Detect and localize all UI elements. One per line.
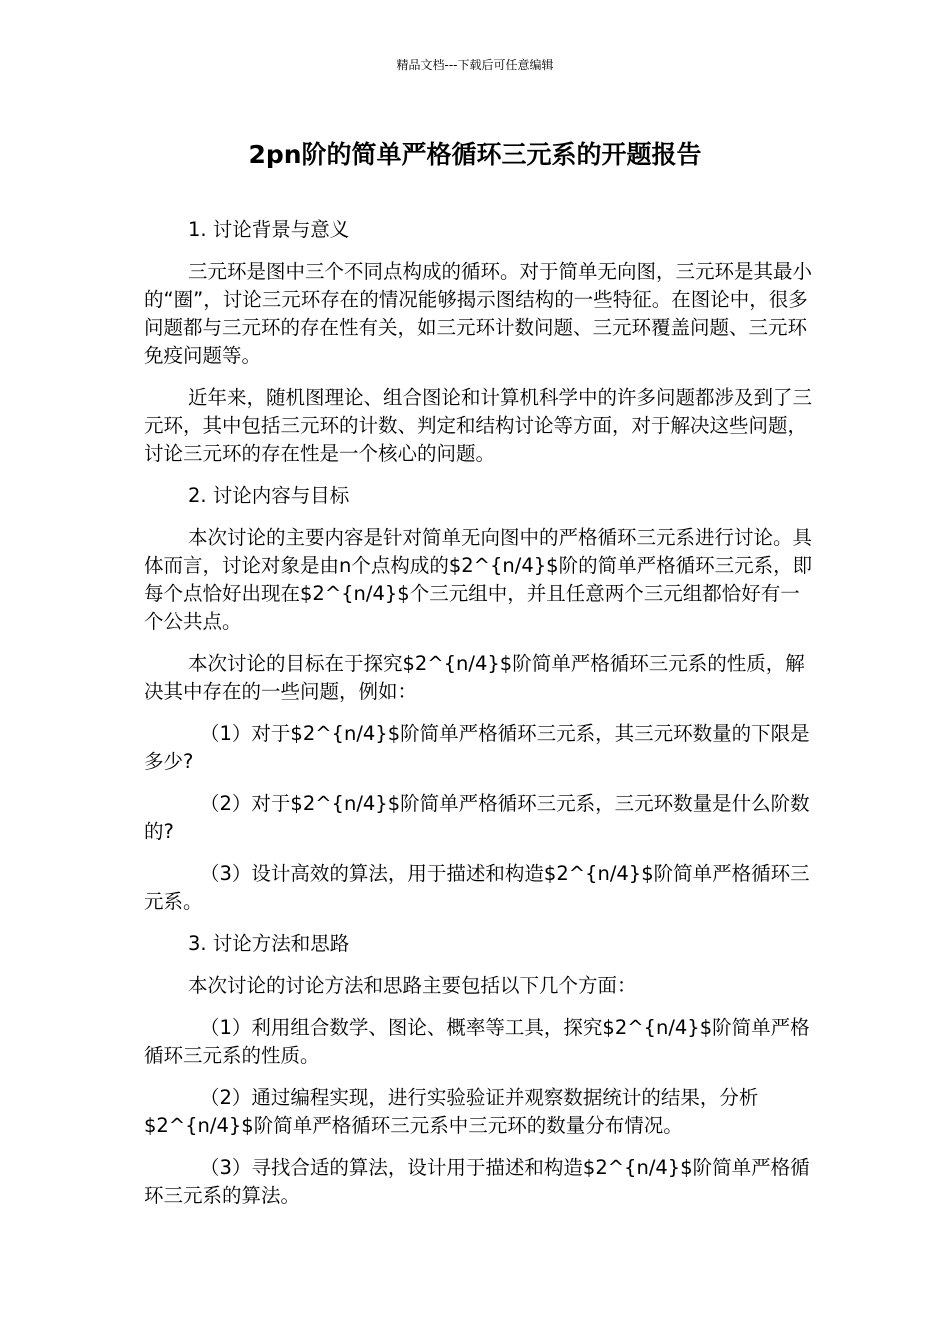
section-heading: 1. 讨论背景与意义 [188, 218, 350, 241]
list-item: （3）设计高效的算法，用于描述和构造$2^{n/4}$阶简单严格循环三元系。 [144, 862, 810, 913]
list-item: （2）对于$2^{n/4}$阶简单严格循环三元系，三元环数量是什么阶数的? [144, 792, 810, 843]
section-methods [144, 930, 816, 1210]
paragraph: 近年来，随机图理论、组合图论和计算机科学中的许多问题都涉及到了三元环，其中包括三元环的计数、判定和结构讨论等方面，对于解决这些问题，讨论三元环的存在性是一个核心的问题。 [144, 386, 813, 465]
paragraph: 三元环是图中三个不同点构成的循环。对于简单无向图，三元环是其最小的“圈”，讨论三元环存在的情况能够揭示图结构的一些特征。在图论中，很多问题都与三元环的存在性有关，如三元环计数问题、三元环覆盖问题、三元环免疫问题等。 [144, 260, 813, 367]
page-header: 精品文档---下载后可任意编辑 [396, 58, 554, 72]
list-item: （3）寻找合适的算法，设计用于描述和构造$2^{n/4}$阶简单严格循环三元系的算法。 [144, 1156, 810, 1207]
section-heading: 2. 讨论内容与目标 [188, 484, 350, 507]
section-heading: 3. 讨论方法和思路 [188, 932, 350, 955]
paragraph: 本次讨论的讨论方法和思路主要包括以下几个方面： [188, 974, 637, 997]
list-item: （2）通过编程实现，进行实验验证并观察数据统计的结果，分析$2^{n/4}$阶简单严格循环三元系中三元环的数量分布情况。 [144, 1086, 759, 1137]
list-item: （1）对于$2^{n/4}$阶简单严格循环三元系，其三元环数量的下限是多少? [144, 722, 810, 773]
paragraph: 本次讨论的目标在于探究$2^{n/4}$阶简单严格循环三元系的性质，解决其中存在的一些问题，例如： [144, 652, 805, 703]
section-background [144, 216, 816, 468]
list-item: （1）利用组合数学、图论、概率等工具，探究$2^{n/4}$阶简单严格循环三元系的性质。 [144, 1016, 810, 1067]
section-content-goals [144, 482, 816, 916]
document-title: 2pn阶的简单严格循环三元系的开题报告 [248, 140, 702, 169]
document-body [144, 216, 816, 1224]
paragraph: 本次讨论的主要内容是针对简单无向图中的严格循环三元系进行讨论。具体而言，讨论对象是由n个点构成的$2^{n/4}$阶的简单严格循环三元系，即每个点恰好出现在$2^{n/4}$个三元组中，并且任意两个三元组都恰好有一个公共点。 [144, 526, 813, 633]
